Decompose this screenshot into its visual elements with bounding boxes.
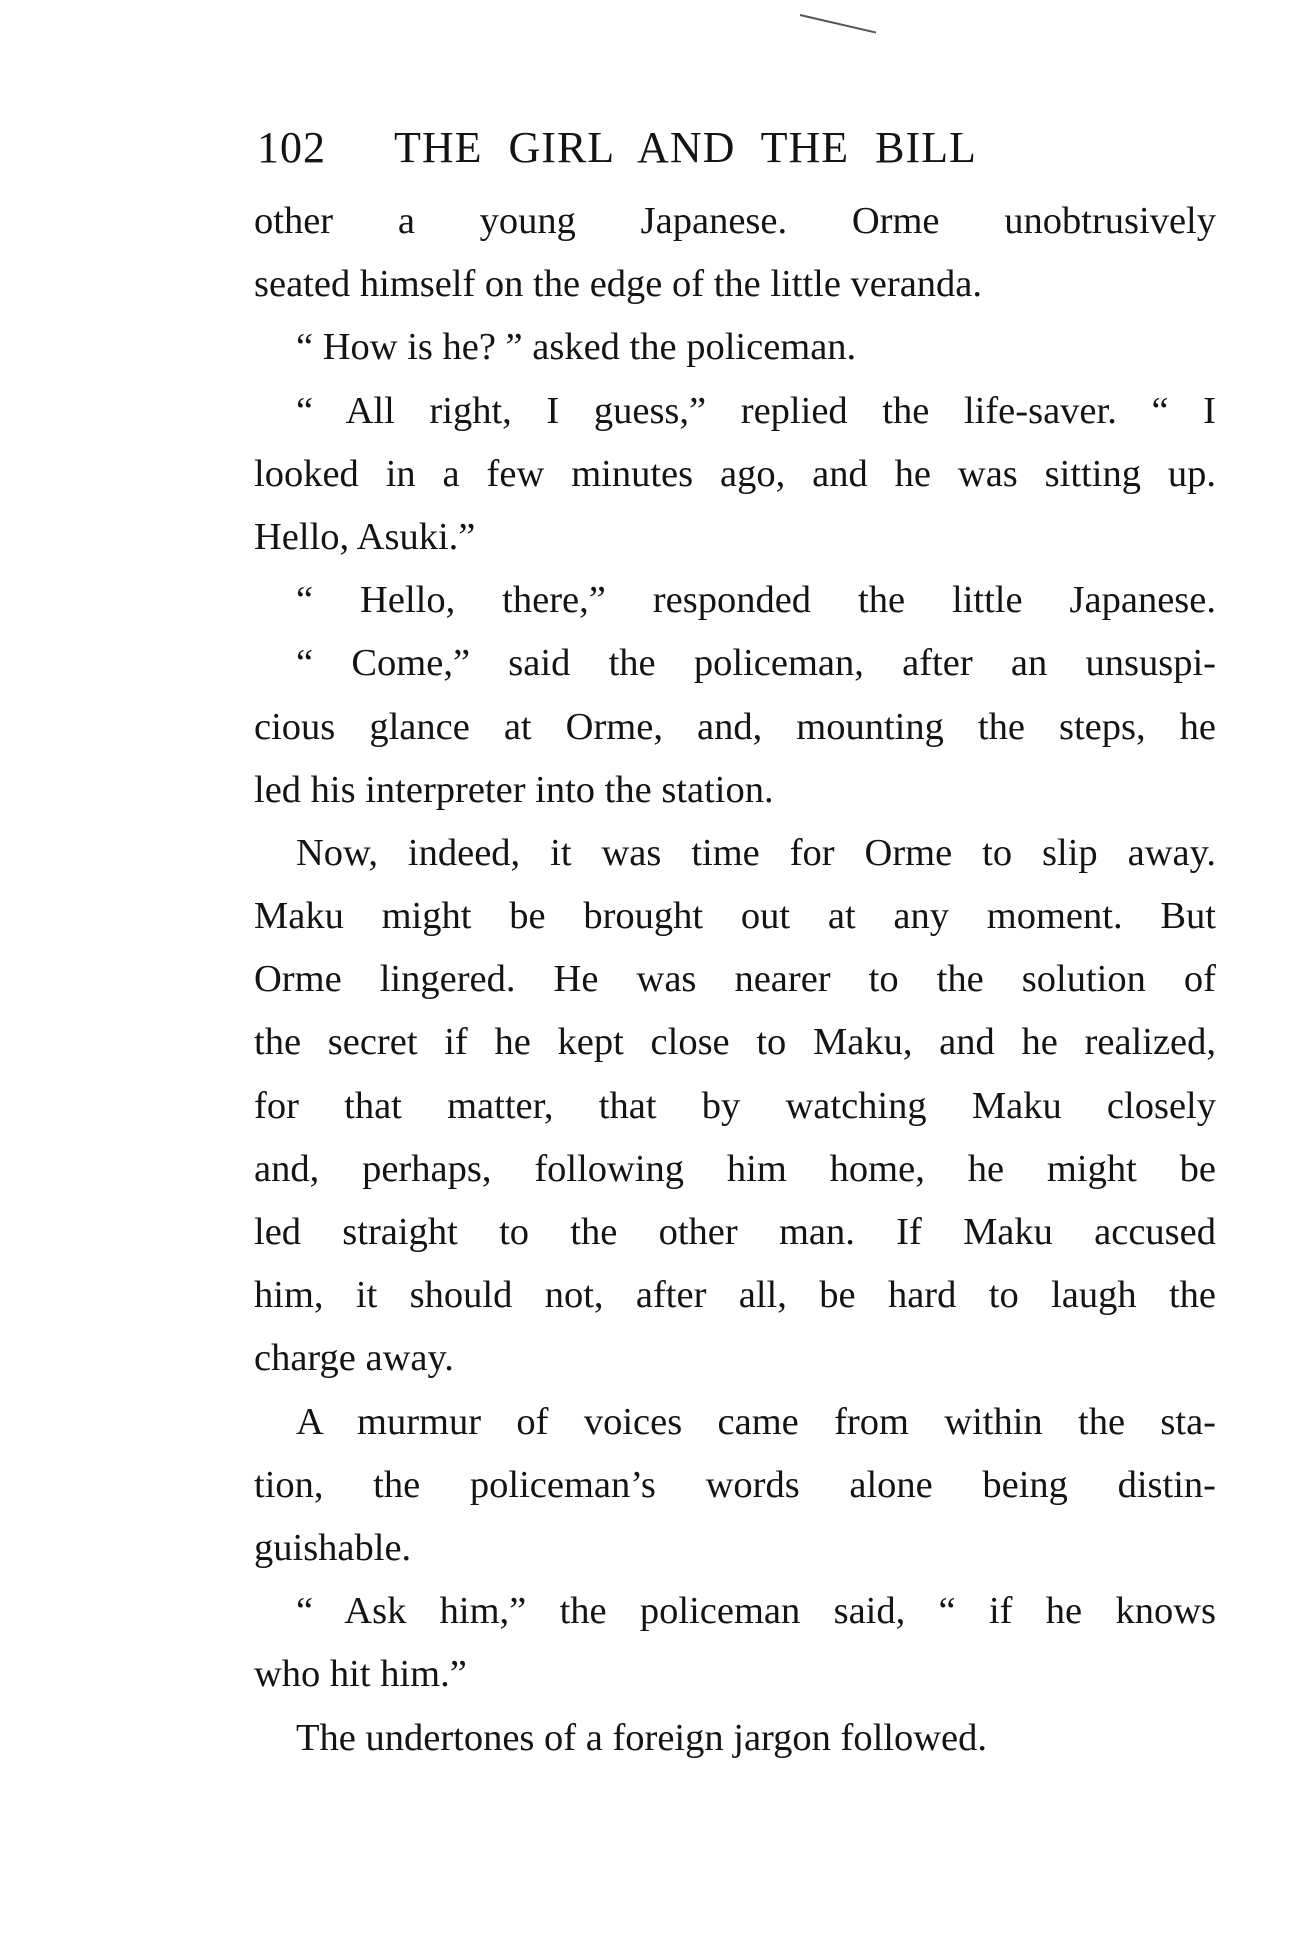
text-line: led his interpreter into the station. [254,768,774,811]
text-line: led straight to the other man. If Maku accused [254,1211,1216,1253]
text-line: tion, the policeman’s words alone being distin- [254,1463,1216,1506]
text-line: looked in a few minutes ago, and he was sitting up. [254,452,1216,495]
text-line: and, perhaps, following him home, he might be [254,1147,1216,1190]
text-line: A murmur of voices came from within the sta- [296,1400,1216,1443]
text-line: him, it should not, after all, be hard to laugh the [254,1274,1216,1317]
body-text [254,190,1216,1770]
text-line: Hello, Asuki.” [254,515,476,558]
text-line: seated himself on the edge of the little veranda. [254,263,983,306]
scan-mark [800,14,876,33]
text-line: “ How is he? ” asked the policeman. [296,326,857,369]
text-line: other a young Japanese. Orme unobtrusively [254,200,1216,242]
running-head [257,122,1077,182]
text-line: The undertones of a foreign jargon followed. [296,1716,988,1759]
text-line: cious glance at Orme, and, mounting the steps, he [254,705,1216,748]
text-line: charge away. [254,1337,454,1380]
text-line: the secret if he kept close to Maku, and he realized, [254,1021,1216,1064]
text-line: Now, indeed, it was time for Orme to slip away. [296,831,1216,874]
text-line: “ Hello, there,” responded the little Japanese. [296,579,1216,622]
text-line: who hit him.” [254,1653,467,1696]
text-line: Maku might be brought out at any moment. But [254,895,1216,938]
running-title: THE GIRL AND THE BILL [394,123,977,172]
text-line: “ All right, I guess,” replied the life-saver. “ I [296,389,1216,432]
text-line: guishable. [254,1526,412,1569]
text-line: Orme lingered. He was nearer to the solution of [254,958,1216,1001]
text-line: “ Ask him,” the policeman said, “ if he knows [296,1590,1216,1633]
text-line: “ Come,” said the policeman, after an unsuspi- [296,642,1216,685]
page-number: 102 [257,123,326,172]
text-line: for that matter, that by watching Maku closely [254,1084,1216,1127]
